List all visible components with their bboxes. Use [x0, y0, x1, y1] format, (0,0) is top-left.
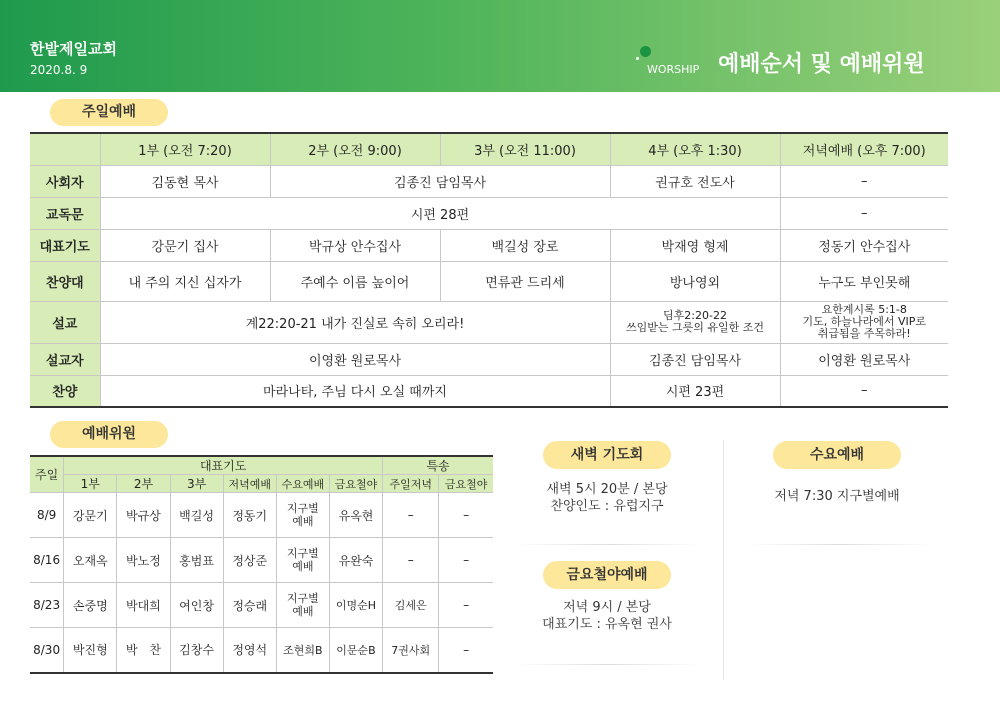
- cell: 유옥현: [329, 493, 382, 538]
- committee-table: [30, 455, 493, 674]
- section-label-committee: 예배위원: [50, 421, 168, 448]
- cell: 방나영외: [610, 261, 780, 301]
- date-cell: 8/9: [30, 493, 64, 538]
- date-cell: 8/16: [30, 538, 64, 583]
- cell: 박규상: [117, 493, 170, 538]
- col-header-1: 1부 (오전 7:20): [100, 133, 270, 165]
- cell: 마라나타, 주님 다시 오실 때까지: [100, 375, 610, 407]
- sub-header: 금요철야: [439, 475, 493, 493]
- bulletin-date: 2020.8. 9: [30, 63, 88, 77]
- cell-line: 예배: [292, 560, 314, 573]
- cell: [276, 493, 329, 538]
- row-label: 설교자: [30, 343, 100, 375]
- cell: 박노정: [117, 538, 170, 583]
- row-label: 찬양: [30, 375, 100, 407]
- cell: 백길성 장로: [440, 229, 610, 261]
- table-row: [30, 493, 493, 538]
- cell: 내 주의 지신 십자가: [100, 261, 270, 301]
- divider: [513, 544, 703, 545]
- cell: 김종진 담임목사: [270, 165, 610, 197]
- sub-header: 저녁예배: [223, 475, 276, 493]
- row-prayer: [30, 229, 948, 261]
- cell: 정승래: [223, 583, 276, 628]
- green-dot-icon: [640, 46, 651, 57]
- cell: 정상준: [223, 538, 276, 583]
- cell: 박진형: [64, 628, 117, 673]
- row-praise: [30, 375, 948, 407]
- cell-line: 예배: [292, 515, 314, 528]
- friday-line2: 대표기도 : 유옥현 권사: [542, 617, 672, 632]
- cell: 7권사회: [383, 628, 439, 673]
- sermon-evening-line2: 기도, 하늘나라에서 VIP로: [802, 315, 927, 328]
- wednesday-info: [745, 488, 929, 505]
- divider: [745, 544, 935, 545]
- row-label: 사회자: [30, 165, 100, 197]
- friday-info: [513, 599, 701, 633]
- cell: 강문기: [64, 493, 117, 538]
- cell: 홍범표: [170, 538, 223, 583]
- cell: –: [439, 493, 493, 538]
- divider: [723, 440, 724, 680]
- cell: 계22:20-21 내가 진실로 속히 오리라!: [100, 301, 610, 343]
- date-cell: 8/30: [30, 628, 64, 673]
- cell: 권규호 전도사: [610, 165, 780, 197]
- cell: –: [780, 375, 948, 407]
- table-row: [30, 538, 493, 583]
- col-header-prayer: 대표기도: [64, 456, 383, 475]
- sub-header: 수요예배: [276, 475, 329, 493]
- cell-line: 지구별: [286, 502, 319, 515]
- cell: 주예수 이름 높이어: [270, 261, 440, 301]
- section-label-sunday: 주일예배: [50, 99, 168, 126]
- row-sermon: [30, 301, 948, 343]
- cell: 백길성: [170, 493, 223, 538]
- cell: 오재옥: [64, 538, 117, 583]
- cell: 누구도 부인못해: [780, 261, 948, 301]
- corner-cell: [30, 133, 100, 165]
- sub-header: 3부: [170, 475, 223, 493]
- cell: [610, 301, 780, 343]
- sub-header: 금요철야: [329, 475, 382, 493]
- section-label-dawn: 새벽 기도회: [543, 441, 671, 469]
- dawn-line2: 찬양인도 : 유럽지구: [550, 499, 664, 514]
- sub-header: 주일저녁: [383, 475, 439, 493]
- divider: [513, 664, 703, 665]
- row-reading: [30, 197, 948, 229]
- cell: –: [780, 197, 948, 229]
- cell-line: 지구별: [286, 547, 319, 560]
- cell: 조현희B: [276, 628, 329, 673]
- col-header-special: 특송: [383, 456, 493, 475]
- cell: 정동기: [223, 493, 276, 538]
- cell: –: [780, 165, 948, 197]
- cell: 김세은: [383, 583, 439, 628]
- sermon-4-line2: 쓰임받는 그릇의 유일한 조건: [625, 321, 764, 334]
- cell: 박규상 안수집사: [270, 229, 440, 261]
- cell: 이영환 원로목사: [100, 343, 610, 375]
- cell: –: [439, 583, 493, 628]
- cell-line: 예배: [292, 605, 314, 618]
- white-dot-icon: [636, 57, 639, 60]
- cell: 면류관 드리세: [440, 261, 610, 301]
- row-label: 대표기도: [30, 229, 100, 261]
- sub-header: 2부: [117, 475, 170, 493]
- cell: 시편 28편: [100, 197, 780, 229]
- cell: [276, 583, 329, 628]
- cell: 김동현 목사: [100, 165, 270, 197]
- col-header-4: 4부 (오후 1:30): [610, 133, 780, 165]
- cell: 강문기 집사: [100, 229, 270, 261]
- cell: 박재영 형제: [610, 229, 780, 261]
- cell: 손중명: [64, 583, 117, 628]
- row-host: [30, 165, 948, 197]
- section-label-friday: 금요철야예배: [543, 561, 671, 589]
- col-header-2: 2부 (오전 9:00): [270, 133, 440, 165]
- row-preacher: [30, 343, 948, 375]
- row-label: 교독문: [30, 197, 100, 229]
- row-choir: [30, 261, 948, 301]
- header-banner: [0, 0, 1000, 92]
- cell: –: [383, 538, 439, 583]
- cell: –: [439, 538, 493, 583]
- page-title: 예배순서 및 예배위원: [718, 52, 925, 77]
- cell: 박대희: [117, 583, 170, 628]
- dawn-line1: 새벽 5시 20분 / 본당: [546, 482, 668, 497]
- sunday-order-table: [30, 132, 948, 408]
- cell: [780, 301, 948, 343]
- cell: 이명순H: [329, 583, 382, 628]
- cell: 시편 23편: [610, 375, 780, 407]
- sub-header: 1부: [64, 475, 117, 493]
- table-row: [30, 628, 493, 673]
- cell: 김창수: [170, 628, 223, 673]
- col-header-evening: 저녁예배 (오후 7:00): [780, 133, 948, 165]
- dawn-info: [513, 481, 701, 515]
- date-cell: 8/23: [30, 583, 64, 628]
- cell: –: [439, 628, 493, 673]
- sermon-evening-line1: 요한계시록 5:1-8: [821, 303, 907, 316]
- cell: 김종진 담임목사: [610, 343, 780, 375]
- worship-label: WORSHIP: [647, 63, 700, 76]
- cell: 이영환 원로목사: [780, 343, 948, 375]
- row-label: 설교: [30, 301, 100, 343]
- table-row: [30, 583, 493, 628]
- sermon-4-line1: 딤후2:20-22: [663, 309, 727, 322]
- cell-line: 지구별: [286, 592, 319, 605]
- cell: 정동기 안수집사: [780, 229, 948, 261]
- row-label: 찬양대: [30, 261, 100, 301]
- wednesday-line1: 저녁 7:30 지구별예배: [774, 489, 900, 504]
- cell: 박 찬: [117, 628, 170, 673]
- friday-line1: 저녁 9시 / 본당: [563, 600, 651, 615]
- col-header-3: 3부 (오전 11:00): [440, 133, 610, 165]
- section-label-wednesday: 수요예배: [773, 441, 901, 469]
- church-name: 한밭제일교회: [30, 40, 117, 58]
- col-header-sunday: 주일: [30, 456, 64, 493]
- cell: 여인창: [170, 583, 223, 628]
- cell: 이문순B: [329, 628, 382, 673]
- cell: [276, 538, 329, 583]
- cell: 유완숙: [329, 538, 382, 583]
- sermon-evening-line3: 취급됨을 주목하라!: [817, 327, 911, 340]
- cell: –: [383, 493, 439, 538]
- cell: 정영석: [223, 628, 276, 673]
